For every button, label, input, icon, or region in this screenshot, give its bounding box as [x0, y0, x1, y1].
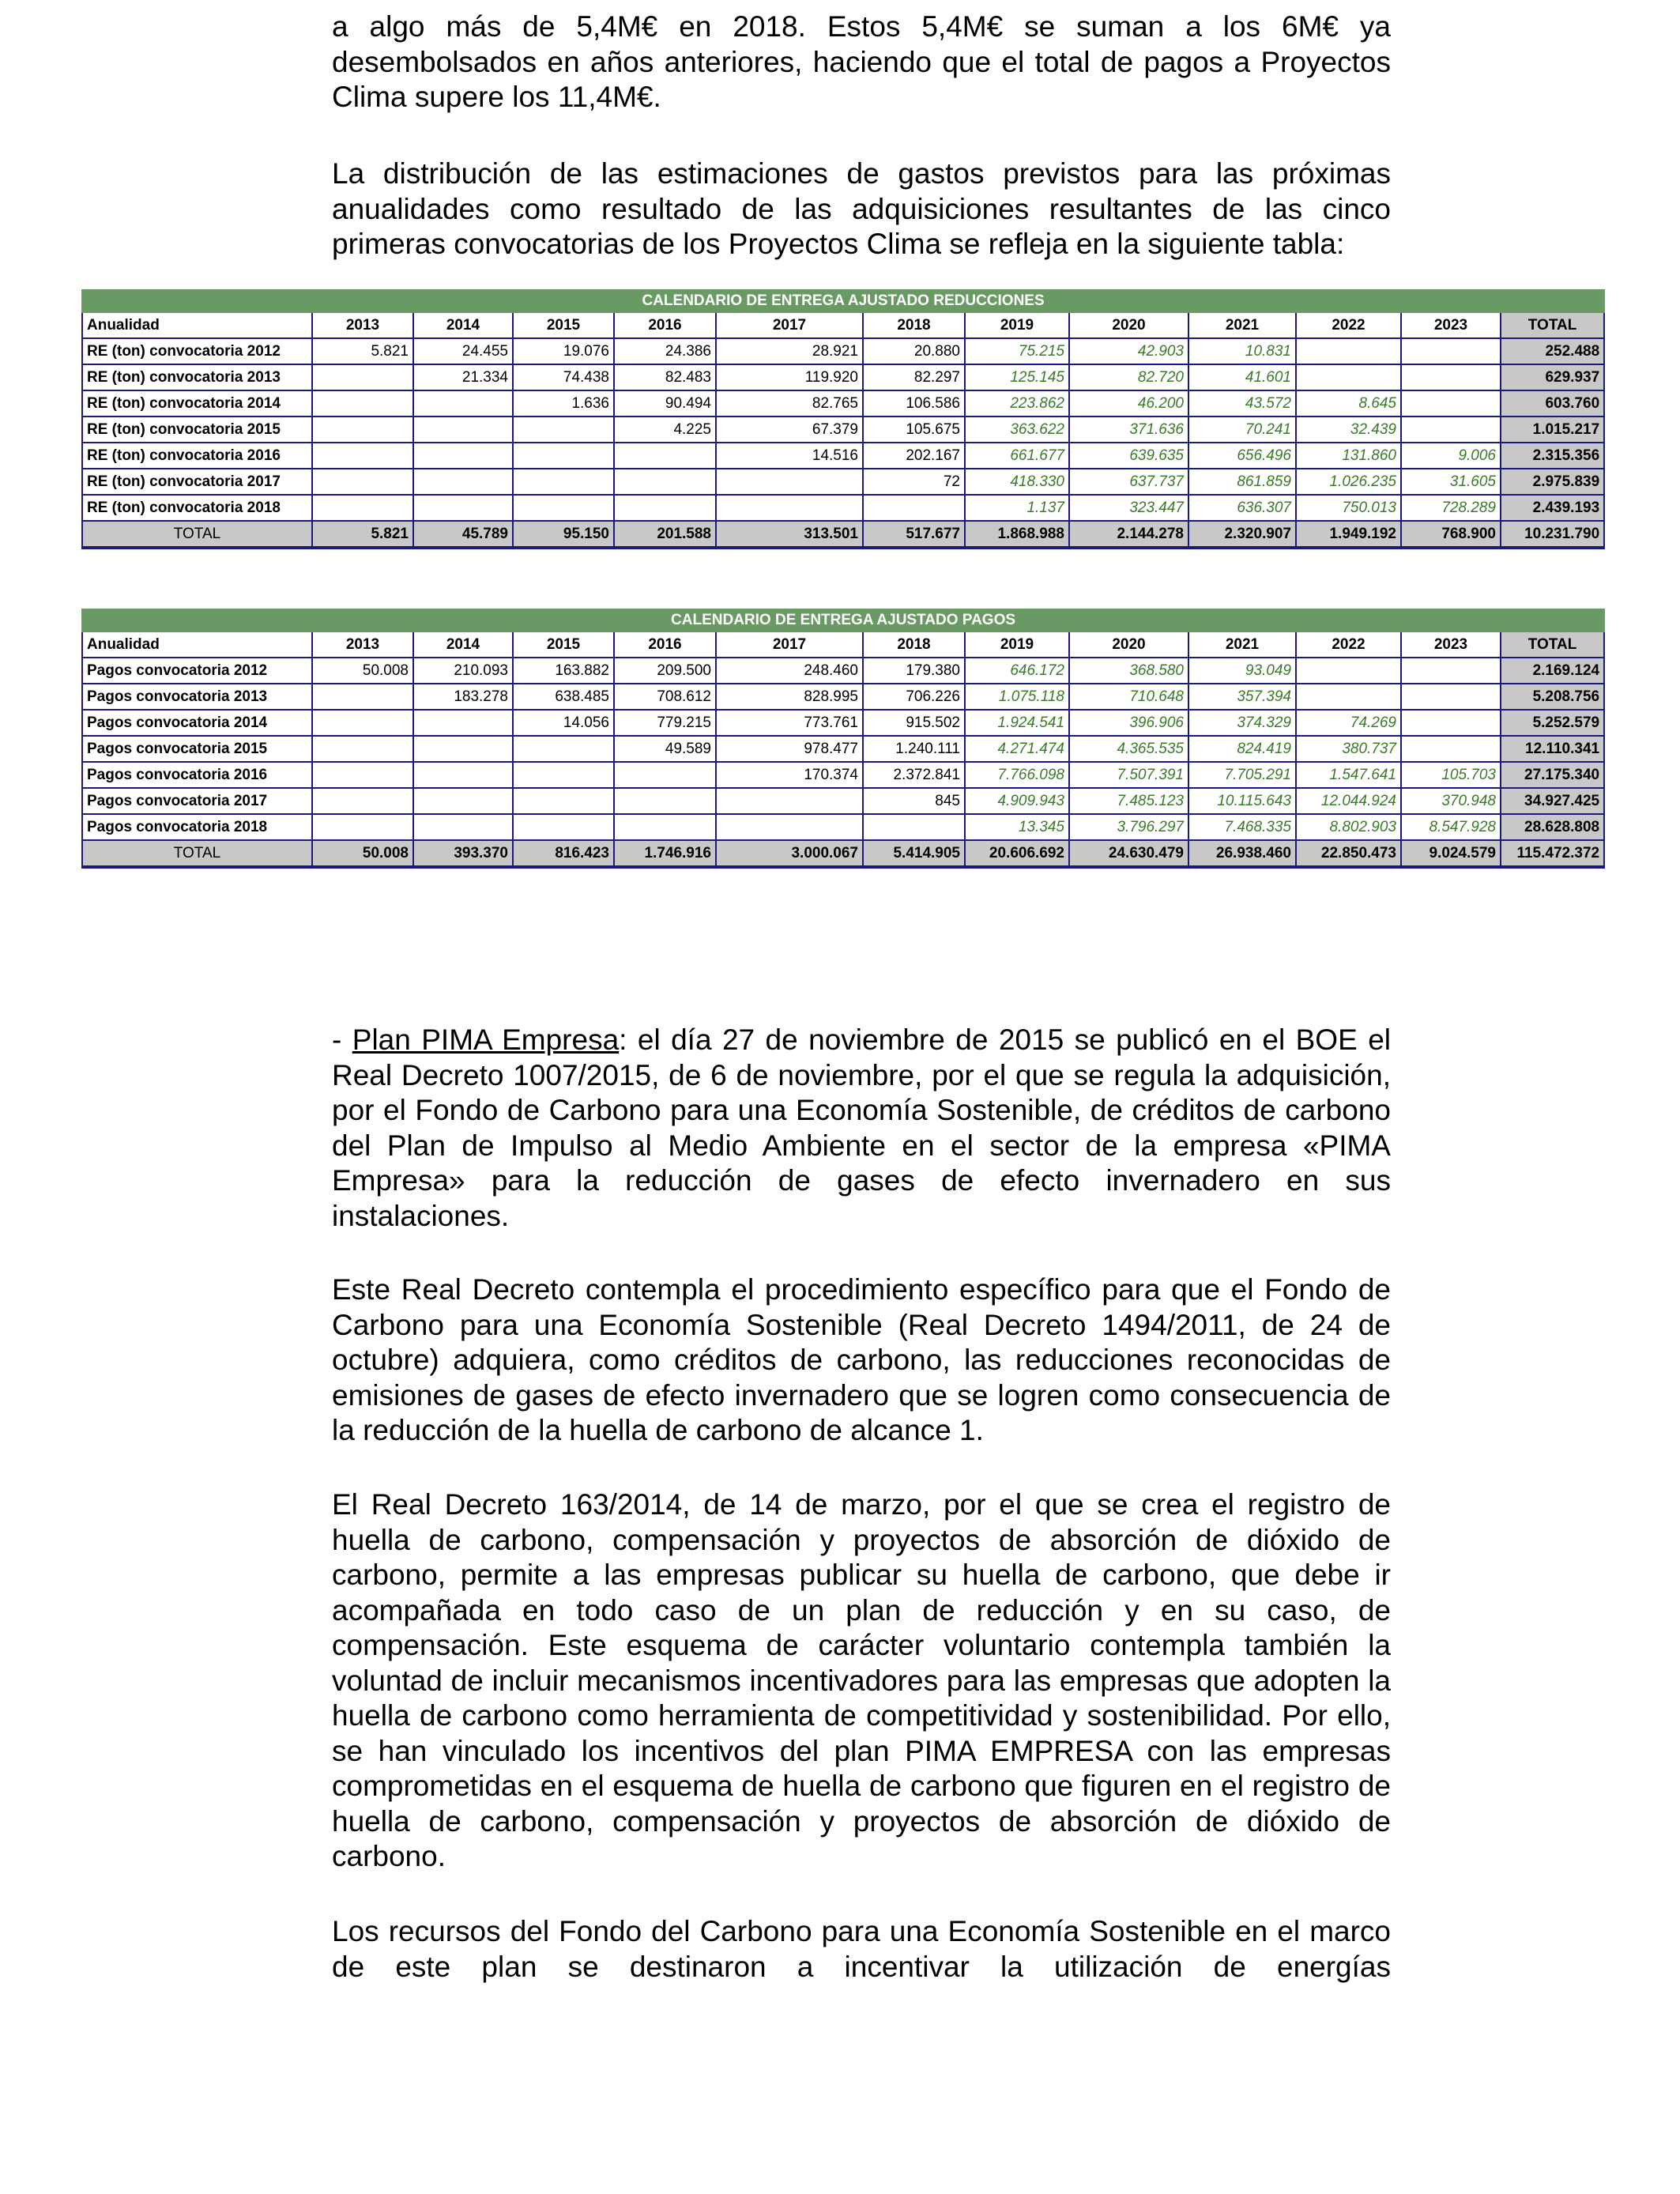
total-cell: 1.949.192 [1296, 521, 1401, 548]
table-cell: 5.208.756 [1501, 684, 1604, 710]
column-header: 2014 [413, 631, 513, 658]
table-total-row [82, 521, 1604, 548]
table-row [82, 710, 1604, 736]
total-label: TOTAL [82, 521, 312, 548]
total-cell: 20.606.692 [965, 840, 1069, 867]
table-cell [413, 469, 513, 495]
table-cell [1296, 338, 1401, 364]
table-cell: 82.720 [1069, 364, 1188, 390]
table-cell: 50.008 [312, 658, 413, 684]
column-header: Anualidad [82, 631, 312, 658]
table-cell [312, 710, 413, 736]
table-cell [413, 736, 513, 762]
table-cell: 371.636 [1069, 417, 1188, 443]
column-header: 2018 [863, 312, 965, 338]
table-cell: 82.765 [716, 390, 863, 417]
table-cell: 72 [863, 469, 965, 495]
table-cell [312, 364, 413, 390]
table-cell: 106.586 [863, 390, 965, 417]
column-header: 2013 [312, 312, 413, 338]
total-cell: 2.144.278 [1069, 521, 1188, 548]
row-label: RE (ton) convocatoria 2014 [82, 390, 312, 417]
table-cell: 3.796.297 [1069, 814, 1188, 840]
column-header: Anualidad [82, 312, 312, 338]
table-row [82, 417, 1604, 443]
row-label: Pagos convocatoria 2013 [82, 684, 312, 710]
table-cell [1401, 338, 1501, 364]
table-cell: 828.995 [716, 684, 863, 710]
table-cell: 49.589 [614, 736, 716, 762]
table-cell [1401, 390, 1501, 417]
table-cell [614, 495, 716, 521]
table-cell [1401, 710, 1501, 736]
table-cell: 861.859 [1188, 469, 1296, 495]
total-cell: 22.850.473 [1296, 840, 1401, 867]
total-cell: 1.868.988 [965, 521, 1069, 548]
table-cell: 637.737 [1069, 469, 1188, 495]
table-cell: 5.821 [312, 338, 413, 364]
table-cell: 380.737 [1296, 736, 1401, 762]
table-cell: 708.612 [614, 684, 716, 710]
table-cell: 82.297 [863, 364, 965, 390]
table-cell: 248.460 [716, 658, 863, 684]
paragraph-pima-empresa [332, 1023, 1391, 1234]
plan-pima-empresa-link: Plan PIMA Empresa [352, 1023, 620, 1056]
table-row [82, 684, 1604, 710]
column-header: 2023 [1401, 631, 1501, 658]
column-header: TOTAL [1501, 631, 1604, 658]
table-cell: 7.507.391 [1069, 762, 1188, 788]
table-cell: 170.374 [716, 762, 863, 788]
table-cell: 845 [863, 788, 965, 814]
table-cell: 163.882 [513, 658, 614, 684]
table-cell: 19.076 [513, 338, 614, 364]
total-cell: 5.414.905 [863, 840, 965, 867]
table-cell [312, 390, 413, 417]
table-cell [614, 469, 716, 495]
column-header: 2017 [716, 631, 863, 658]
column-header: 2020 [1069, 631, 1188, 658]
column-header: 2016 [614, 312, 716, 338]
table-cell: 728.289 [1401, 495, 1501, 521]
table-cell [614, 814, 716, 840]
table-cell [614, 788, 716, 814]
table-cell: 131.860 [1296, 443, 1401, 469]
table-cell: 773.761 [716, 710, 863, 736]
table-cell: 779.215 [614, 710, 716, 736]
table-cell [513, 736, 614, 762]
table-cell: 43.572 [1188, 390, 1296, 417]
table-cell: 323.447 [1069, 495, 1188, 521]
table-cell: 646.172 [965, 658, 1069, 684]
table-cell: 4.365.535 [1069, 736, 1188, 762]
table-row [82, 469, 1604, 495]
table-cell: 7.766.098 [965, 762, 1069, 788]
row-label: RE (ton) convocatoria 2016 [82, 443, 312, 469]
table-cell: 7.705.291 [1188, 762, 1296, 788]
table-cell: 12.110.341 [1501, 736, 1604, 762]
table-cell: 915.502 [863, 710, 965, 736]
table-cell [413, 762, 513, 788]
table-total-row [82, 840, 1604, 867]
dash-prefix: - [332, 1023, 352, 1056]
table-title: CALENDARIO DE ENTREGA AJUSTADO PAGOS [82, 609, 1604, 631]
table-cell: 978.477 [716, 736, 863, 762]
table-cell [413, 814, 513, 840]
table-cell: 125.145 [965, 364, 1069, 390]
table-cell [863, 814, 965, 840]
table-cell: 183.278 [413, 684, 513, 710]
column-header: 2015 [513, 631, 614, 658]
table-row [82, 814, 1604, 840]
column-header: 2019 [965, 312, 1069, 338]
total-cell: 26.938.460 [1188, 840, 1296, 867]
table-cell: 1.075.118 [965, 684, 1069, 710]
table-cell: 32.439 [1296, 417, 1401, 443]
table-cell [312, 469, 413, 495]
table-cell: 656.496 [1188, 443, 1296, 469]
column-header: 2015 [513, 312, 614, 338]
table-cell: 105.703 [1401, 762, 1501, 788]
table-cell: 74.438 [513, 364, 614, 390]
table-cell: 14.516 [716, 443, 863, 469]
table-cell [513, 495, 614, 521]
table-cell: 368.580 [1069, 658, 1188, 684]
table-cell: 8.802.903 [1296, 814, 1401, 840]
total-cell: 201.588 [614, 521, 716, 548]
table-cell: 824.419 [1188, 736, 1296, 762]
table-row [82, 762, 1604, 788]
table-cell [312, 736, 413, 762]
column-header: 2013 [312, 631, 413, 658]
table-cell [614, 762, 716, 788]
table-title: CALENDARIO DE ENTREGA AJUSTADO REDUCCIONES [82, 290, 1604, 312]
table-body [82, 631, 1604, 867]
table-cell [513, 814, 614, 840]
row-label: Pagos convocatoria 2015 [82, 736, 312, 762]
table-cell [1296, 364, 1401, 390]
table-cell: 1.636 [513, 390, 614, 417]
table-cell: 119.920 [716, 364, 863, 390]
table-cell: 370.948 [1401, 788, 1501, 814]
table-cell: 1.924.541 [965, 710, 1069, 736]
table-cell: 710.648 [1069, 684, 1188, 710]
table-cell [312, 417, 413, 443]
column-header: 2014 [413, 312, 513, 338]
table-cell [1401, 364, 1501, 390]
table-cell: 9.006 [1401, 443, 1501, 469]
table-cell: 179.380 [863, 658, 965, 684]
table-cell: 396.906 [1069, 710, 1188, 736]
paragraph-distribution: La distribución de las estimaciones de gastos previstos para las próximas anualidades como resultado de las adquisiciones resultantes de las cinco primeras convocatorias de los Proyectos Clima se refleja en la siguiente tabla: [332, 157, 1391, 260]
column-header: 2016 [614, 631, 716, 658]
table-cell: 223.862 [965, 390, 1069, 417]
table-cell: 70.241 [1188, 417, 1296, 443]
total-cell: 10.231.790 [1501, 521, 1604, 548]
table-cell: 7.485.123 [1069, 788, 1188, 814]
table-cell [1401, 417, 1501, 443]
table-cell [513, 417, 614, 443]
total-cell: 3.000.067 [716, 840, 863, 867]
table-cell: 105.675 [863, 417, 965, 443]
table-cell: 357.394 [1188, 684, 1296, 710]
table-header-row [82, 312, 1604, 338]
table-cell [413, 495, 513, 521]
table-cell: 14.056 [513, 710, 614, 736]
table-cell: 31.605 [1401, 469, 1501, 495]
total-cell: 2.320.907 [1188, 521, 1296, 548]
table-cell [1296, 684, 1401, 710]
table-cell: 209.500 [614, 658, 716, 684]
table-cell [513, 762, 614, 788]
table-cell: 12.044.924 [1296, 788, 1401, 814]
column-header: 2022 [1296, 312, 1401, 338]
table-cell [312, 814, 413, 840]
total-cell: 115.472.372 [1501, 840, 1604, 867]
table-cell: 74.269 [1296, 710, 1401, 736]
table-cell [1401, 736, 1501, 762]
table-cell: 202.167 [863, 443, 965, 469]
table-cell: 34.927.425 [1501, 788, 1604, 814]
table-cell [614, 443, 716, 469]
table-header-row [82, 631, 1604, 658]
total-cell: 313.501 [716, 521, 863, 548]
column-header: 2021 [1188, 631, 1296, 658]
table-cell [513, 469, 614, 495]
row-label: Pagos convocatoria 2014 [82, 710, 312, 736]
table-cell: 5.252.579 [1501, 710, 1604, 736]
table-cell: 7.468.335 [1188, 814, 1296, 840]
table-cell: 21.334 [413, 364, 513, 390]
paragraph-real-decreto: Este Real Decreto contempla el procedimiento específico para que el Fondo de Carbono para una Economía Sostenible (Real Decreto 1494/2011, de 24 de octubre) adquiera, como créditos de carbono, las reducciones reconocidas de emisiones de gases de efecto invernadero que se logren como consecuencia de la reducción de la huella de carbono de alcance 1. [332, 1273, 1391, 1446]
table-cell: 2.975.839 [1501, 469, 1604, 495]
table-cell: 2.169.124 [1501, 658, 1604, 684]
table-cell [312, 684, 413, 710]
table-cell: 252.488 [1501, 338, 1604, 364]
total-cell: 95.150 [513, 521, 614, 548]
row-label: RE (ton) convocatoria 2015 [82, 417, 312, 443]
paragraph-recursos: Los recursos del Fondo del Carbono para una Economía Sostenible en el marco de este plan se destinaron a incentivar la utilización de energías [332, 1915, 1391, 1983]
table-cell [1296, 658, 1401, 684]
table-cell: 363.622 [965, 417, 1069, 443]
total-cell: 816.423 [513, 840, 614, 867]
table-cell: 4.225 [614, 417, 716, 443]
table-row [82, 658, 1604, 684]
table-cell: 418.330 [965, 469, 1069, 495]
table-cell [413, 417, 513, 443]
table-cell: 1.240.111 [863, 736, 965, 762]
table-cell: 1.026.235 [1296, 469, 1401, 495]
table-cell: 661.677 [965, 443, 1069, 469]
total-cell: 5.821 [312, 521, 413, 548]
row-label: Pagos convocatoria 2016 [82, 762, 312, 788]
column-header: 2018 [863, 631, 965, 658]
total-cell: 1.746.916 [614, 840, 716, 867]
table-cell: 13.345 [965, 814, 1069, 840]
table-cell: 27.175.340 [1501, 762, 1604, 788]
table-cell: 75.215 [965, 338, 1069, 364]
table-cell: 210.093 [413, 658, 513, 684]
column-header: 2023 [1401, 312, 1501, 338]
total-cell: 517.677 [863, 521, 965, 548]
total-cell: 24.630.479 [1069, 840, 1188, 867]
table-cell: 603.760 [1501, 390, 1604, 417]
table-cell: 28.628.808 [1501, 814, 1604, 840]
table-cell: 4.271.474 [965, 736, 1069, 762]
column-header: 2020 [1069, 312, 1188, 338]
column-header: 2021 [1188, 312, 1296, 338]
total-label: TOTAL [82, 840, 312, 867]
table-row [82, 364, 1604, 390]
table-pagos [81, 609, 1605, 869]
table-cell: 374.329 [1188, 710, 1296, 736]
table-cell: 1.015.217 [1501, 417, 1604, 443]
row-label: RE (ton) convocatoria 2017 [82, 469, 312, 495]
table-cell: 82.483 [614, 364, 716, 390]
table-cell [716, 788, 863, 814]
table-cell: 41.601 [1188, 364, 1296, 390]
table-cell: 24.455 [413, 338, 513, 364]
column-header: 2019 [965, 631, 1069, 658]
paragraph-registro-huella: El Real Decreto 163/2014, de 14 de marzo, por el que se crea el registro de huella de carbono, compensación y proyectos de absorción de dióxido de carbono, permite a las empresas publicar su huella de carbono, que debe ir acompañada en todo caso de un plan de reducción y en su caso, de compensación. Este esquema de carácter voluntario contempla también la voluntad de incluir mecanismos incentivadores para las empresas que adopten la huella de carbono como herramienta de competitividad y sostenibilidad. Por ello, se han vinculado los incentivos del plan PIMA EMPRESA con las empresas comprometidas en el esquema de huella de carbono que figuren en el registro de huella de carbono, compensación y proyectos de absorción de dióxido de carbono. [332, 1488, 1391, 1872]
table-cell [716, 814, 863, 840]
table-row [82, 338, 1604, 364]
table-cell: 8.645 [1296, 390, 1401, 417]
table-cell: 2.439.193 [1501, 495, 1604, 521]
table-cell: 629.937 [1501, 364, 1604, 390]
table-cell: 10.831 [1188, 338, 1296, 364]
table-cell: 24.386 [614, 338, 716, 364]
table-row [82, 736, 1604, 762]
table-cell: 67.379 [716, 417, 863, 443]
table-cell: 706.226 [863, 684, 965, 710]
row-label: Pagos convocatoria 2017 [82, 788, 312, 814]
table-cell: 638.485 [513, 684, 614, 710]
total-cell: 45.789 [413, 521, 513, 548]
table-body [82, 312, 1604, 548]
row-label: RE (ton) convocatoria 2013 [82, 364, 312, 390]
table-cell: 28.921 [716, 338, 863, 364]
table-cell [413, 788, 513, 814]
total-cell: 50.008 [312, 840, 413, 867]
table-row [82, 788, 1604, 814]
row-label: Pagos convocatoria 2018 [82, 814, 312, 840]
table-cell: 8.547.928 [1401, 814, 1501, 840]
table-cell [863, 495, 965, 521]
table-cell: 46.200 [1069, 390, 1188, 417]
table-cell: 1.547.641 [1296, 762, 1401, 788]
table-cell [513, 443, 614, 469]
table-cell: 4.909.943 [965, 788, 1069, 814]
table-cell [1401, 658, 1501, 684]
row-label: RE (ton) convocatoria 2012 [82, 338, 312, 364]
table-cell [513, 788, 614, 814]
paragraph-intro: a algo más de 5,4M€ en 2018. Estos 5,4M€ se suman a los 6M€ ya desembolsados en años anteriores, haciendo que el total de pagos a Proyectos Clima supere los 11,4M€. [332, 10, 1391, 113]
row-label: Pagos convocatoria 2012 [82, 658, 312, 684]
table-cell: 10.115.643 [1188, 788, 1296, 814]
table-cell [413, 443, 513, 469]
table-cell: 2.372.841 [863, 762, 965, 788]
table-cell: 636.307 [1188, 495, 1296, 521]
column-header: 2022 [1296, 631, 1401, 658]
table-cell [312, 495, 413, 521]
table-cell: 639.635 [1069, 443, 1188, 469]
table-cell: 2.315.356 [1501, 443, 1604, 469]
table-cell: 93.049 [1188, 658, 1296, 684]
table-cell: 42.903 [1069, 338, 1188, 364]
row-label: RE (ton) convocatoria 2018 [82, 495, 312, 521]
table-cell: 750.013 [1296, 495, 1401, 521]
table-reducciones [81, 289, 1605, 549]
table-cell: 90.494 [614, 390, 716, 417]
table-cell [1401, 684, 1501, 710]
table-row [82, 390, 1604, 417]
column-header: TOTAL [1501, 312, 1604, 338]
column-header: 2017 [716, 312, 863, 338]
table-cell: 1.137 [965, 495, 1069, 521]
table-cell [312, 443, 413, 469]
total-cell: 393.370 [413, 840, 513, 867]
table-cell [413, 390, 513, 417]
table-cell: 20.880 [863, 338, 965, 364]
table-row [82, 443, 1604, 469]
table-cell [413, 710, 513, 736]
total-cell: 9.024.579 [1401, 840, 1501, 867]
table-row [82, 495, 1604, 521]
table-cell [716, 495, 863, 521]
paragraph-text: : el día 27 de noviembre de 2015 se publicó en el BOE el Real Decreto 1007/2015, de 6 de noviembre, por el que se regula la adquisición, por el Fondo de Carbono para una Economía Sostenible, de créditos de carbono del Plan de Impulso al Medio Ambiente en el sector de la empresa «PIMA Empresa» para la reducción de gases de efecto invernadero en sus instalaciones. [332, 1023, 1391, 1232]
table-cell [312, 788, 413, 814]
table-cell [312, 762, 413, 788]
table-cell [716, 469, 863, 495]
total-cell: 768.900 [1401, 521, 1501, 548]
